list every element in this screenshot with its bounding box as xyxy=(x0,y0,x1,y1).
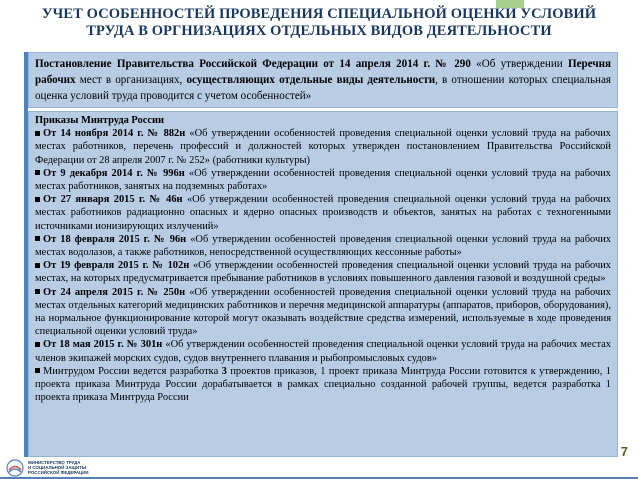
order-date: От 9 декабря 2014 г. № 996н xyxy=(43,167,185,179)
order-item xyxy=(35,193,611,233)
order-text: «Об утверждении особенностей проведения специальной оценки условий труда на рабочих местах работников радиационно опасных и ядерно опасных производств и объектов, занятых на работах с техногенными источниками ионизирующих излучений» xyxy=(35,194,612,232)
order-item xyxy=(35,167,611,193)
resolution-text-3: , в отношении которых специальная оценка условий труда проводится с учетом особенностей» xyxy=(35,74,611,102)
final-text-a: Минтрудом России ведется разработка xyxy=(43,365,222,377)
bullet-square-icon xyxy=(35,368,40,373)
bullet-square-icon xyxy=(35,236,40,241)
order-item xyxy=(35,286,611,339)
order-text: «Об утверждении особенностей проведения специальной оценки условий труда на рабочих местах работников, занятых на подземных работах» xyxy=(35,167,612,193)
order-date: От 18 мая 2015 г. № 301н xyxy=(43,339,163,351)
resolution-box xyxy=(28,52,618,108)
bullet-square-icon xyxy=(35,289,40,294)
order-date: От 27 января 2015 г. № 46н xyxy=(43,194,183,206)
order-item xyxy=(35,127,611,167)
orders-box xyxy=(28,111,618,457)
resolution-text-2: мест в организациях, xyxy=(75,74,187,86)
bullet-square-icon xyxy=(35,197,40,202)
title-line-2: ТРУДА В ОРГНИЗАЦИЯХ ОТДЕЛЬНЫХ ВИДОВ ДЕЯТЕЛЬНОСТИ xyxy=(86,23,552,39)
resolution-text-1: «Об утверждении xyxy=(470,58,568,70)
final-text-b: проектов приказов, 1 проект приказа Минтруда России готовится к утверждению, 1 проекта приказа Минтруда России дорабатывается в рамках специально созданной рабочей группы, ведется разработка 1 проекта приказа Минтруда России xyxy=(35,365,611,404)
page-number: 7 xyxy=(620,444,628,459)
orders-heading: Приказы Минтруда России xyxy=(35,115,165,126)
ministry-emblem-icon xyxy=(6,459,24,477)
resolution-bold-2: Перечня рабочих xyxy=(35,58,612,86)
order-item xyxy=(35,233,611,259)
bullet-square-icon xyxy=(35,170,40,175)
order-text: «Об утверждении особенностей проведения специальной оценки условий труда на рабочих местах, на которых предусматривается пребывание работников в условиях повышенного давления газовой и воздушной среды» xyxy=(35,260,612,285)
title-line-1: УЧЕТ ОСОБЕННОСТЕЙ ПРОВЕДЕНИЯ СПЕЦИАЛЬНОЙ ОЦЕНКИ УСЛОВИЙ xyxy=(41,6,597,22)
order-date: От 24 апреля 2015 г. № 250н xyxy=(43,286,186,298)
order-date: От 19 февраля 2015 г. № 102н xyxy=(43,260,190,272)
order-text: «Об утверждении особенностей проведения специальной оценки условий труда на рабочих местах работников, перечень профессий и должностей которых утвержден постановлением Правительства Российской Федерации от 28 апреля 2007 г. № 252» (работники культуры) xyxy=(35,128,611,166)
logo-line-3: РОССИЙСКОЙ ФЕДЕРАЦИИ xyxy=(28,470,89,475)
ministry-logo xyxy=(6,458,156,477)
order-item xyxy=(35,259,611,285)
logo-text xyxy=(28,460,89,475)
bullet-square-icon xyxy=(35,342,40,347)
logo-line-1: МИНИСТЕРСТВО ТРУДА xyxy=(28,460,81,465)
order-text: «Об утверждении особенностей проведения специальной оценки условий труда на рабочих местах членов экипажей морских судов, судов внутреннего плавания и рыбопромысловых судов» xyxy=(35,339,612,364)
final-count: 3 xyxy=(221,365,227,377)
resolution-bold-3: осуществляющих отдельные виды деятельности xyxy=(186,74,436,86)
logo-line-2: И СОЦИАЛЬНОЙ ЗАЩИТЫ xyxy=(28,465,87,470)
bullet-square-icon xyxy=(35,131,40,136)
order-text: «Об утверждении особенностей проведения специальной оценки условий труда на рабочих местах отдельных категорий медицинских работников и перечня медицинской аппаратуры (аппаратов, приборов, оборудования), на нормальное функционирование которой могут оказывать воздействие средства измерений, используемые в ходе проведения специальной оценки условий труда» xyxy=(35,286,611,338)
slide-title xyxy=(10,6,628,40)
resolution-intro: Постановление Правительства Российской Федерации от 14 апреля 2014 г. № 290 xyxy=(35,58,471,70)
order-text: «Об утверждении особенностей проведения специальной оценки условий труда на рабочих местах водолазов, а также работников, непосредственной осуществляющих кессонные работы» xyxy=(35,233,612,259)
bullet-square-icon xyxy=(35,263,40,268)
order-item xyxy=(35,338,611,364)
order-date: От 14 ноября 2014 г. № 882н xyxy=(43,128,186,140)
order-date: От 18 февраля 2015 г. № 96н xyxy=(43,233,187,245)
orders-final-note xyxy=(35,365,611,405)
